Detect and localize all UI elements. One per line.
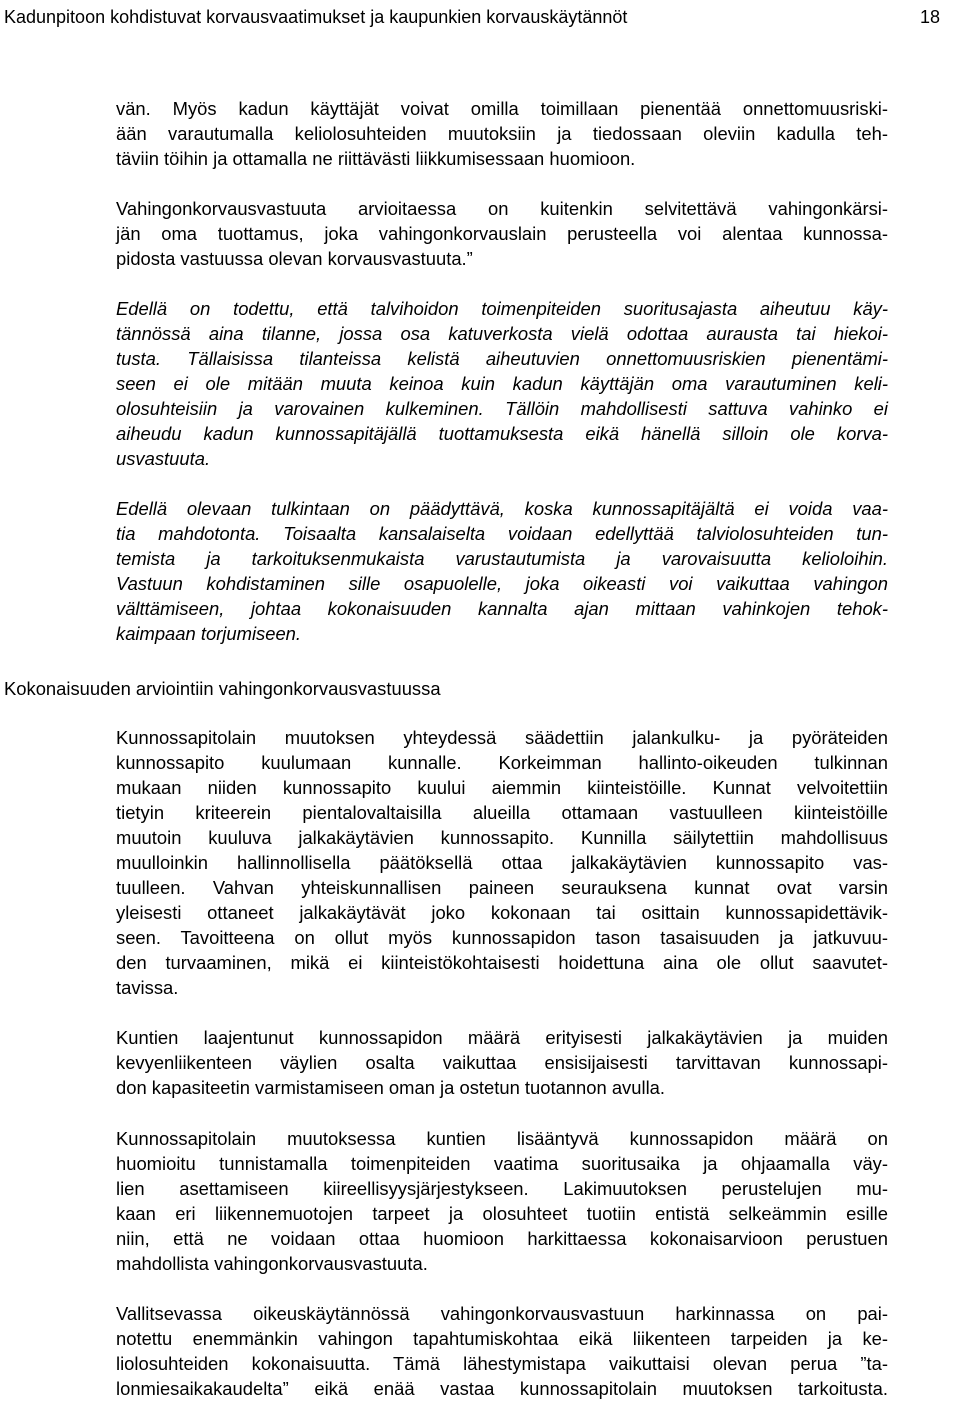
text-line: muulloinkin hallinnollisella päätöksellä ottaa jalkakäytävien kunnossapito vas- [116, 852, 888, 873]
text-line: usvastuuta. [116, 448, 211, 469]
text-line: Kuntien laajentunut kunnossapidon määrä erityisesti jalkakäytävien ja muiden [116, 1027, 888, 1048]
text-line: yleisesti ottaneet jalkakäytävät joko kokonaan tai osittain kunnossapidettävik- [116, 902, 888, 923]
text-line: niin, että ne voidaan ottaa huomioon harkittaessa kokonaisarvioon perustuen [116, 1228, 888, 1249]
text-line: vän. Myös kadun käyttäjät voivat omilla toimillaan pienentää onnettomuusriski- [116, 98, 888, 119]
text-line: huomioitu tunnistamalla toimenpiteiden vaatima suoritusaika ja ohjaamalla väy- [116, 1153, 888, 1174]
text-line: notettu enemmänkin vahingon tapahtumiskohtaa eikä liikenteen tarpeiden ja ke- [116, 1328, 888, 1349]
text-line: muutoin kuuluva jalkakäytävien kunnossapito. Kunnilla säilytettiin mahdollisuus [116, 827, 888, 848]
text-line: liolosuhteiden kokonaisuutta. Tämä lähestymistapa vaikuttaisi olevan perua ”ta- [116, 1353, 888, 1374]
text-line: välttämiseen, johtaa kokonaisuuden kannalta ajan mittaan vahinkojen tehok- [116, 598, 888, 619]
text-line: Edellä olevaan tulkintaan on päädyttävä, koska kunnossapitäjältä ei voida vaa- [116, 498, 888, 519]
text-line: täviin töihin ja ottamalla ne riittävästi liikkumisessaan huomioon. [116, 148, 636, 169]
text-line: olosuhteisiin ja varovainen kulkeminen. Tällöin mahdollisesti sattuva vahinko ei [116, 398, 888, 419]
text-line: tännössä aina tilanne, jossa osa katuverkosta vielä odottaa aurausta tai hiekoi- [116, 323, 888, 344]
text-line: mahdollista vahingonkorvausvastuuta. [116, 1253, 428, 1274]
text-line: Vahingonkorvausvastuuta arvioitaessa on kuitenkin selvitettävä vahingonkärsi- [116, 198, 888, 219]
running-title: Kadunpitoon kohdistuvat korvausvaatimukset ja kaupunkien korvauskäytännöt [4, 7, 628, 27]
text-line: kunnossapito kuulumaan kunnalle. Korkeimman hallinto-oikeuden tulkinnan [116, 752, 888, 773]
text-line: lonmiesaikakaudelta” eikä enää vastaa kunnossapitolain muutoksen tarkoitusta. [116, 1378, 888, 1399]
text-line: temista ja tarkoituksenmukaista varustautumista ja varovaisuutta kelioloihin. [116, 548, 888, 569]
text-line: seen. Tavoitteena on ollut myös kunnossapidon tason tasaisuuden ja jatkuvuu- [116, 927, 888, 948]
text-line: mukaan niiden kunnossapito kuului aiemmin kiinteistöille. Kunnat velvoitettiin [116, 777, 888, 798]
text-line: tusta. Tällaisissa tilanteissa kelistä aiheutuvien onnettomuusriskien pienentämi- [116, 348, 888, 369]
text-line: aiheudu kadun kunnossapitäjällä tuottamuksesta eikä hänellä silloin ole korva- [116, 423, 888, 444]
section-heading: Kokonaisuuden arviointiin vahingonkorvausvastuussa [4, 678, 441, 699]
text-line: kaan eri liikennemuotojen tarpeet ja olosuhteet tuotiin entistä selkeämmin esille [116, 1203, 888, 1224]
text-line: tia mahdotonta. Toisaalta kansalaiselta voidaan edellyttää talviolosuhteiden tun- [116, 523, 888, 544]
text-line: ään varautumalla keliolosuhteiden muutoksiin ja tiedossaan oleviin kadulla teh- [116, 123, 888, 144]
text-line: lien asettamiseen kiireellisyysjärjestykseen. Lakimuutoksen perustelujen mu- [116, 1178, 888, 1199]
text-line: kevyenliikenteen väylien osalta vaikuttaa ensisijaisesti tarvittavan kunnossapi- [116, 1052, 888, 1073]
text-line: Kunnossapitolain muutoksen yhteydessä säädettiin jalankulku- ja pyöräteiden [116, 727, 888, 748]
text-line: Edellä on todettu, että talvihoidon toimenpiteiden suoritusajasta aiheutuu käy- [116, 298, 888, 319]
text-line: den turvaaminen, mikä ei kiinteistökohtaisesti hoidettuna aina ole ollut saavutet- [116, 952, 888, 973]
text-line: Vastuun kohdistaminen sille osapuolelle, joka oikeasti voi vaikuttaa vahingon [116, 573, 888, 594]
text-line: jän oma tuottamus, joka vahingonkorvauslain perusteella voi alentaa kunnossa- [116, 223, 888, 244]
page-number: 18 [919, 7, 940, 27]
text-line: Vallitsevassa oikeuskäytännössä vahingonkorvausvastuun harkinnassa on pai- [116, 1303, 888, 1324]
text-line: Kunnossapitolain muutoksessa kuntien lisääntyvä kunnossapidon määrä on [116, 1128, 888, 1149]
page-header [0, 3, 946, 31]
text-line: pidosta vastuussa olevan korvausvastuuta.” [116, 248, 473, 269]
text-line: kaimpaan torjumiseen. [116, 623, 302, 644]
text-line: seen ei ole mitään muuta keinoa kuin kadun käyttäjän oma varautuminen keli- [116, 373, 888, 394]
text-line: don kapasiteetin varmistamiseen oman ja ostetun tuotannon avulla. [116, 1077, 665, 1098]
text-line: tietyin kriteerein pientalovaltaisilla alueilla ottamaan vastuulleen kiinteistöille [116, 802, 888, 823]
text-line: tavissa. [116, 977, 179, 998]
text-line: tuulleen. Vahvan yhteiskunnallisen paineen seurauksena kunnat ovat varsin [116, 877, 888, 898]
